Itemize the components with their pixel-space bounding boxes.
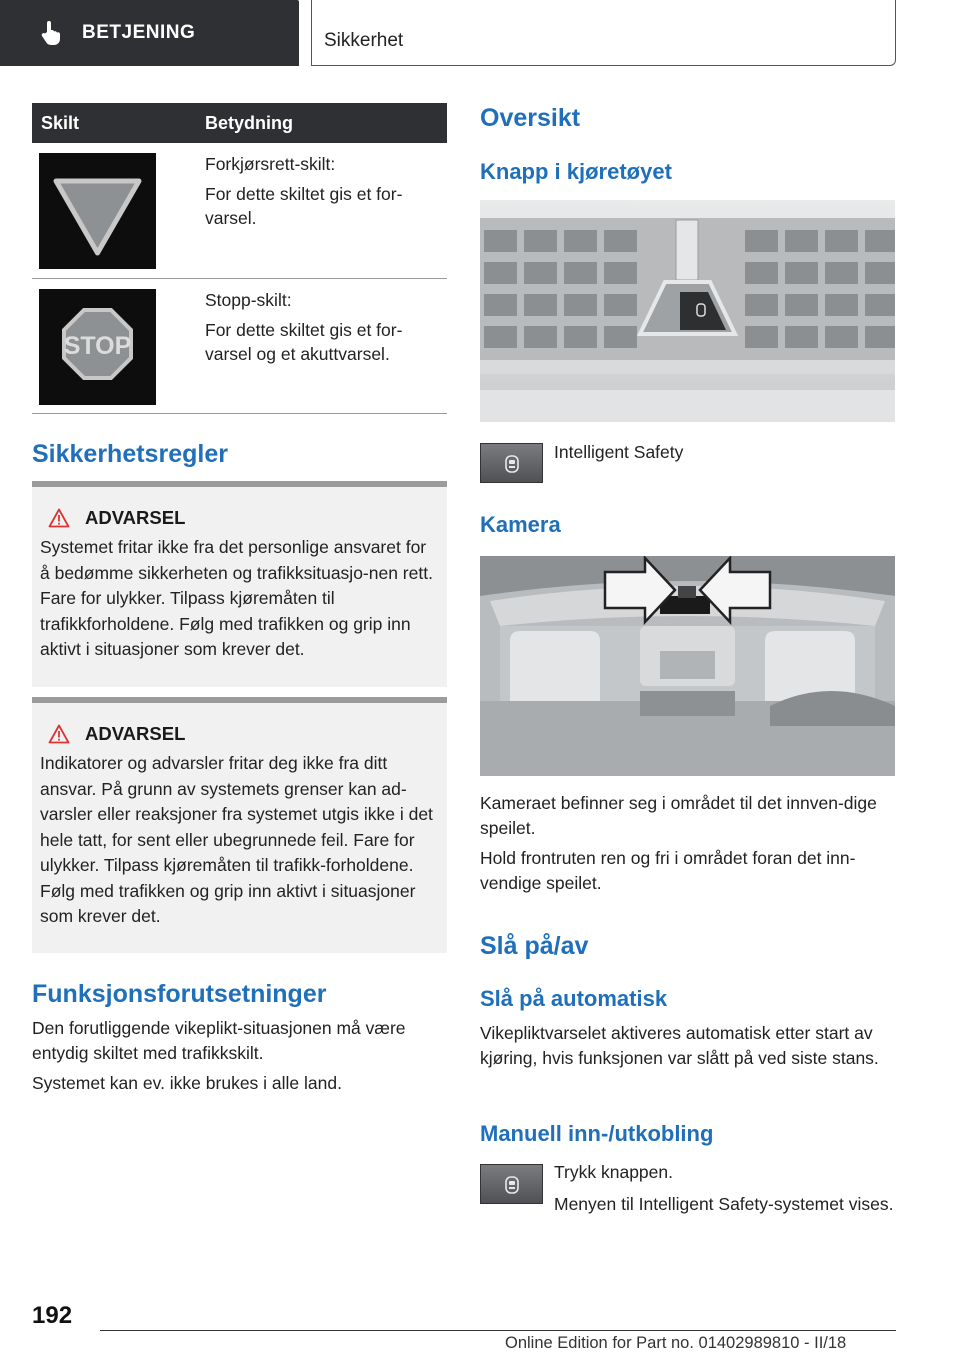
paragraph: Systemet kan ev. ikke brukes i alle land. bbox=[32, 1073, 342, 1093]
heading-manuell: Manuell inn-/utkobling bbox=[480, 1121, 714, 1146]
footer-edition: Online Edition for Part no. 01402989810 - II/18 bbox=[505, 1334, 847, 1352]
row-text: For dette skiltet gis et for-varsel. bbox=[205, 184, 403, 228]
table-row bbox=[32, 143, 447, 279]
warning-body: Indikatorer og advarsler fritar deg ikke fra ditt ansvar. På grunn av systemets grenser kan ad-varsler eller reaksjoner fra systemet utgis ikke i det hele tatt, for sent eller ubegrunnede feil. Fare for ulykker. Tilpass kjøremåten til trafikk-forholdene. Følg med trafikken og grip inn aktivt i situasjoner som krever det. bbox=[40, 753, 433, 926]
warning-triangle-icon bbox=[48, 508, 70, 528]
paragraph: Menyen til Intelligent Safety-systemet vises. bbox=[554, 1194, 894, 1214]
page-number: 192 bbox=[32, 1302, 73, 1329]
heading-sla-pa-automatisk: Slå på automatisk bbox=[480, 986, 668, 1011]
paragraph: Vikepliktvarselet aktiveres automatisk etter start av kjøring, hvis funksjonen var slått på ved siste stans. bbox=[480, 1023, 879, 1068]
chapter-tab bbox=[311, 0, 896, 66]
row-title: Forkjørsrett-skilt: bbox=[205, 154, 336, 174]
section-tab bbox=[0, 0, 299, 66]
heading-oversikt: Oversikt bbox=[480, 104, 581, 132]
warning-box bbox=[32, 697, 447, 953]
section-label: BETJENING bbox=[82, 22, 196, 43]
row-text: For dette skiltet gis et for-varsel og et akuttvarsel. bbox=[205, 320, 403, 364]
warning-title: ADVARSEL bbox=[85, 723, 186, 744]
row-title: Stopp-skilt: bbox=[205, 290, 292, 310]
warning-box bbox=[32, 481, 447, 687]
paragraph: Den forutliggende vikeplikt-situasjonen må være entydig skiltet med trafikkskilt. bbox=[32, 1018, 406, 1063]
column-header-betydning: Betydning bbox=[205, 112, 293, 133]
heading-sikkerhetsregler: Sikkerhetsregler bbox=[32, 440, 228, 468]
heading-funksjonsforutsetninger: Funksjonsforutsetninger bbox=[32, 980, 327, 1008]
table-header bbox=[32, 103, 447, 143]
chapter-label: Sikkerhet bbox=[324, 30, 404, 51]
paragraph: Trykk knappen. bbox=[554, 1162, 673, 1182]
warning-triangle-icon bbox=[48, 724, 70, 744]
stop-sign-icon bbox=[39, 289, 156, 405]
heading-kamera: Kamera bbox=[480, 512, 561, 537]
dashboard-button-image bbox=[480, 200, 895, 422]
intelligent-safety-button-icon bbox=[480, 443, 543, 483]
heading-knapp: Knapp i kjøretøyet bbox=[480, 159, 672, 184]
warning-title: ADVARSEL bbox=[85, 507, 186, 528]
hand-pointer-icon bbox=[38, 19, 66, 47]
yield-sign-icon bbox=[39, 153, 156, 269]
sign-table bbox=[32, 103, 447, 414]
button-label: Intelligent Safety bbox=[554, 442, 684, 462]
warning-body: Systemet fritar ikke fra det personlige ansvaret for å bedømme sikkerheten og trafikksituasjo-nen rett. Fare for ulykker. Tilpass kjøremåten til trafikkforholdene. Følg med trafikken og grip inn aktivt i situasjoner som krever det. bbox=[40, 537, 433, 659]
paragraph: Kameraet befinner seg i området til det innven-dige speilet. bbox=[480, 793, 877, 838]
column-header-skilt: Skilt bbox=[41, 112, 80, 133]
paragraph: Hold frontruten ren og fri i området foran det inn-vendige speilet. bbox=[480, 848, 856, 893]
heading-sla-pa-av: Slå på/av bbox=[480, 932, 589, 960]
camera-interior-image bbox=[480, 556, 895, 776]
footer-divider bbox=[100, 1330, 896, 1331]
table-row bbox=[32, 279, 447, 414]
svg-text:STOP: STOP bbox=[63, 332, 132, 360]
